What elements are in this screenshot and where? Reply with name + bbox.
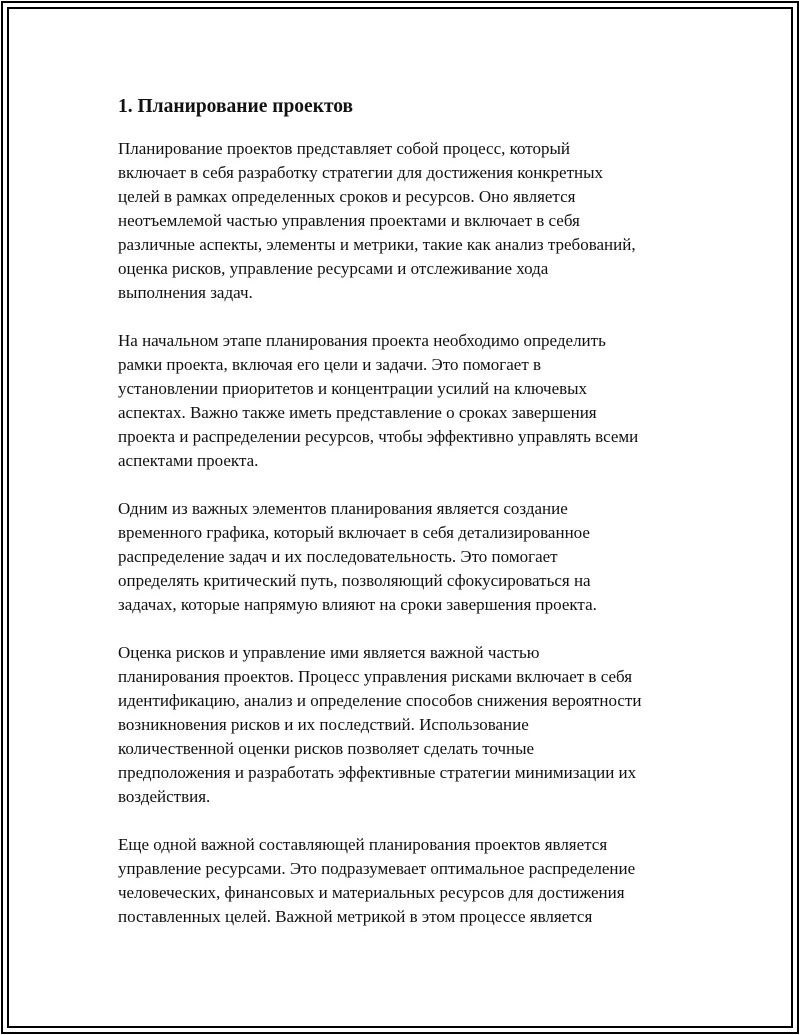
text-line: распределение задач и их последовательность. Это помогает [118,547,558,566]
text-line: планирования проектов. Процесс управления рисками включает в себя [118,667,633,686]
text-line: определять критический путь, позволяющий сфокусироваться на [118,571,591,590]
paragraph-1 [118,137,698,305]
text-line: человеческих, финансовых и материальных ресурсов для достижения [118,883,625,902]
document-body [118,94,698,953]
text-line: аспектами проекта. [118,451,259,470]
paragraph-4 [118,641,698,809]
paragraph-3 [118,497,698,617]
text-line: задачах, которые напрямую влияют на сроки завершения проекта. [118,595,597,614]
paragraph-2 [118,329,698,473]
text-line: Оценка рисков и управление ими является важной частью [118,643,540,662]
text-line: Одним из важных элементов планирования является создание [118,499,568,518]
section-heading: 1. Планирование проектов [118,96,354,117]
text-line: Еще одной важной составляющей планирования проектов является [118,835,608,854]
text-line: идентификацию, анализ и определение способов снижения вероятности [118,691,642,710]
text-line: аспектах. Важно также иметь представление о сроках завершения [118,403,597,422]
text-line: различные аспекты, элементы и метрики, такие как анализ требований, [118,235,636,254]
text-line: предположения и разработать эффективные стратегии минимизации их [118,763,637,782]
text-line: рамки проекта, включая его цели и задачи. Это помогает в [118,355,542,374]
text-line: выполнения задач. [118,283,253,302]
text-line: целей в рамках определенных сроков и ресурсов. Оно является [118,187,576,206]
text-line: воздействия. [118,787,211,806]
text-line: проекта и распределении ресурсов, чтобы эффективно управлять всеми [118,427,639,446]
text-line: включает в себя разработку стратегии для достижения конкретных [118,163,604,182]
text-line: возникновения рисков и их последствий. Использование [118,715,529,734]
text-line: поставленных целей. Важной метрикой в этом процессе является [118,907,593,926]
text-line: оценка рисков, управление ресурсами и отслеживание хода [118,259,549,278]
paragraph-5 [118,833,698,929]
text-line: установлении приоритетов и концентрации усилий на ключевых [118,379,588,398]
text-line: временного графика, который включает в себя детализированное [118,523,590,542]
text-line: управление ресурсами. Это подразумевает оптимальное распределение [118,859,636,878]
text-line: Планирование проектов представляет собой процесс, который [118,139,571,158]
text-line: На начальном этапе планирования проекта необходимо определить [118,331,606,350]
text-line: неотъемлемой частью управления проектами и включает в себя [118,211,580,230]
text-line: количественной оценки рисков позволяет сделать точные [118,739,535,758]
